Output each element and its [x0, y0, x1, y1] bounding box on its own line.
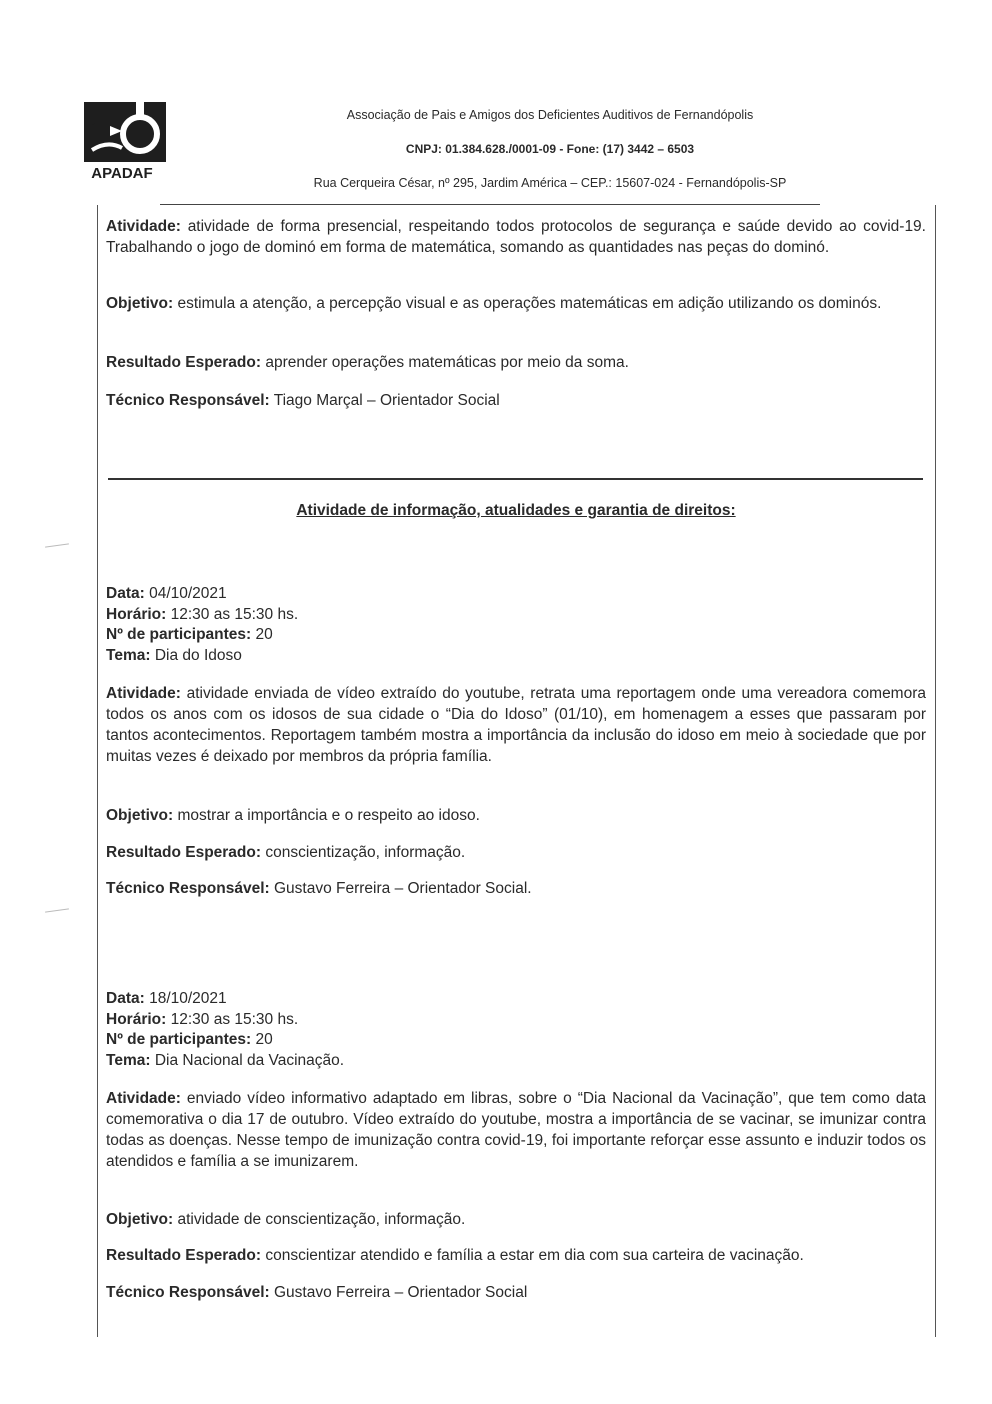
tecnico-label: Técnico Responsável:	[106, 880, 270, 897]
resultado-label: Resultado Esperado:	[106, 844, 262, 861]
frame-left-border	[97, 205, 98, 1337]
header-divider	[160, 204, 820, 205]
tema-value: Dia Nacional da Vacinação.	[154, 1051, 345, 1069]
tecnico-label: Técnico Responsável:	[106, 392, 270, 409]
block2-objetivo	[106, 1209, 926, 1230]
atividade-label: Atividade:	[106, 218, 181, 235]
objetivo-text: mostrar a importância e o respeito ao idoso.	[177, 807, 480, 824]
tecnico-label: Técnico Responsável:	[106, 1284, 270, 1301]
data-value: 18/10/2021	[149, 990, 227, 1007]
block1-atividade	[106, 683, 926, 767]
atividade-text: atividade de forma presencial, respeitando todos protocolos de segurança e saúde devido ao covid-19. Trabalhando o jogo de dominó em forma de matemática, somando as quantidades nas peças do dominó.	[106, 218, 926, 256]
apadaf-logo	[78, 100, 170, 182]
scan-mark	[45, 908, 69, 912]
resultado-text: conscientizar atendido e família a estar em dia com sua carteira de vacinação.	[265, 1247, 804, 1264]
org-name: Associação de Pais e Amigos dos Deficientes Auditivos de Fernandópolis	[346, 108, 754, 122]
participantes-value: 20	[255, 626, 273, 643]
objetivo-label: Objetivo:	[106, 295, 174, 312]
participantes-label: Nº de participantes:	[106, 626, 252, 643]
tema-label: Tema:	[106, 1051, 151, 1069]
block0-resultado	[106, 352, 926, 373]
block0-tecnico	[106, 390, 926, 411]
tema-label: Tema:	[106, 646, 151, 664]
block2-meta	[106, 989, 344, 1071]
resultado-text: aprender operações matemáticas por meio da soma.	[265, 354, 629, 371]
horario-label: Horário:	[106, 1010, 167, 1028]
horario-value: 12:30 as 15:30 hs.	[170, 605, 299, 623]
section-title: Atividade de informação, atualidades e garantia de direitos:	[296, 502, 736, 519]
atividade-label: Atividade:	[106, 685, 181, 702]
block2-tecnico	[106, 1282, 926, 1303]
horario-value: 12:30 as 15:30 hs.	[170, 1010, 299, 1028]
block1-meta	[106, 584, 298, 666]
resultado-text: conscientização, informação.	[265, 844, 466, 861]
data-label: Data:	[106, 585, 145, 602]
atividade-label: Atividade:	[106, 1090, 181, 1107]
block1-tecnico	[106, 878, 926, 899]
tema-value: Dia do Idoso	[154, 646, 242, 664]
tecnico-text: Tiago Marçal – Orientador Social	[273, 392, 500, 409]
participantes-label: Nº de participantes:	[106, 1031, 252, 1048]
cnpj-phone-line: CNPJ: 01.384.628./0001-09 - Fone: (17) 3442 – 6503	[405, 142, 695, 156]
block1-objetivo	[106, 805, 926, 826]
data-value: 04/10/2021	[149, 585, 227, 602]
objetivo-label: Objetivo:	[106, 807, 174, 824]
block2-resultado	[106, 1245, 926, 1266]
objetivo-text: estimula a atenção, a percepção visual e as operações matemáticas em adição utilizando os dominós.	[177, 295, 882, 312]
objetivo-label: Objetivo:	[106, 1211, 174, 1228]
participantes-value: 20	[255, 1031, 273, 1048]
block0-atividade	[106, 216, 926, 258]
scan-mark	[45, 543, 69, 547]
objetivo-text: atividade de conscientização, informação.	[177, 1211, 466, 1228]
data-label: Data:	[106, 990, 145, 1007]
section-divider	[108, 478, 923, 480]
tecnico-text: Gustavo Ferreira – Orientador Social	[273, 1284, 528, 1301]
atividade-text: atividade enviada de vídeo extraído do youtube, retrata uma reportagem onde uma vereadora comemora todos os anos com os idosos de sua cidade o “Dia do Idoso” (01/10), em homenagem a esses que passaram por tantos acontecimentos. Reportagem também mostra a importância da inclusão do idoso em meio à sociedade que por muitas vezes é deixado por membros da própria família.	[106, 685, 926, 765]
frame-right-border	[935, 205, 936, 1337]
tecnico-text: Gustavo Ferreira – Orientador Social.	[273, 880, 532, 897]
resultado-label: Resultado Esperado:	[106, 354, 262, 371]
resultado-label: Resultado Esperado:	[106, 1247, 262, 1264]
block2-atividade	[106, 1088, 926, 1172]
horario-label: Horário:	[106, 605, 167, 623]
logo-text: APADAF	[91, 165, 153, 182]
block1-resultado	[106, 842, 926, 863]
address-line: Rua Cerqueira César, nº 295, Jardim América – CEP.: 15607-024 - Fernandópolis-SP	[313, 176, 787, 190]
logo-emblem	[78, 100, 170, 182]
block0-objetivo	[106, 293, 926, 314]
atividade-text: enviado vídeo informativo adaptado em libras, sobre o “Dia Nacional da Vacinação”, que tem como data comemorativa o dia 17 de outubro. Vídeo extraído do youtube, mostra a importância de se vacinar, se imunizar contra todas as doenças. Nesse tempo de imunização contra covid-19, foi importante reforçar esse assunto e induzir todos os atendidos e família a se imunizarem.	[106, 1090, 926, 1170]
